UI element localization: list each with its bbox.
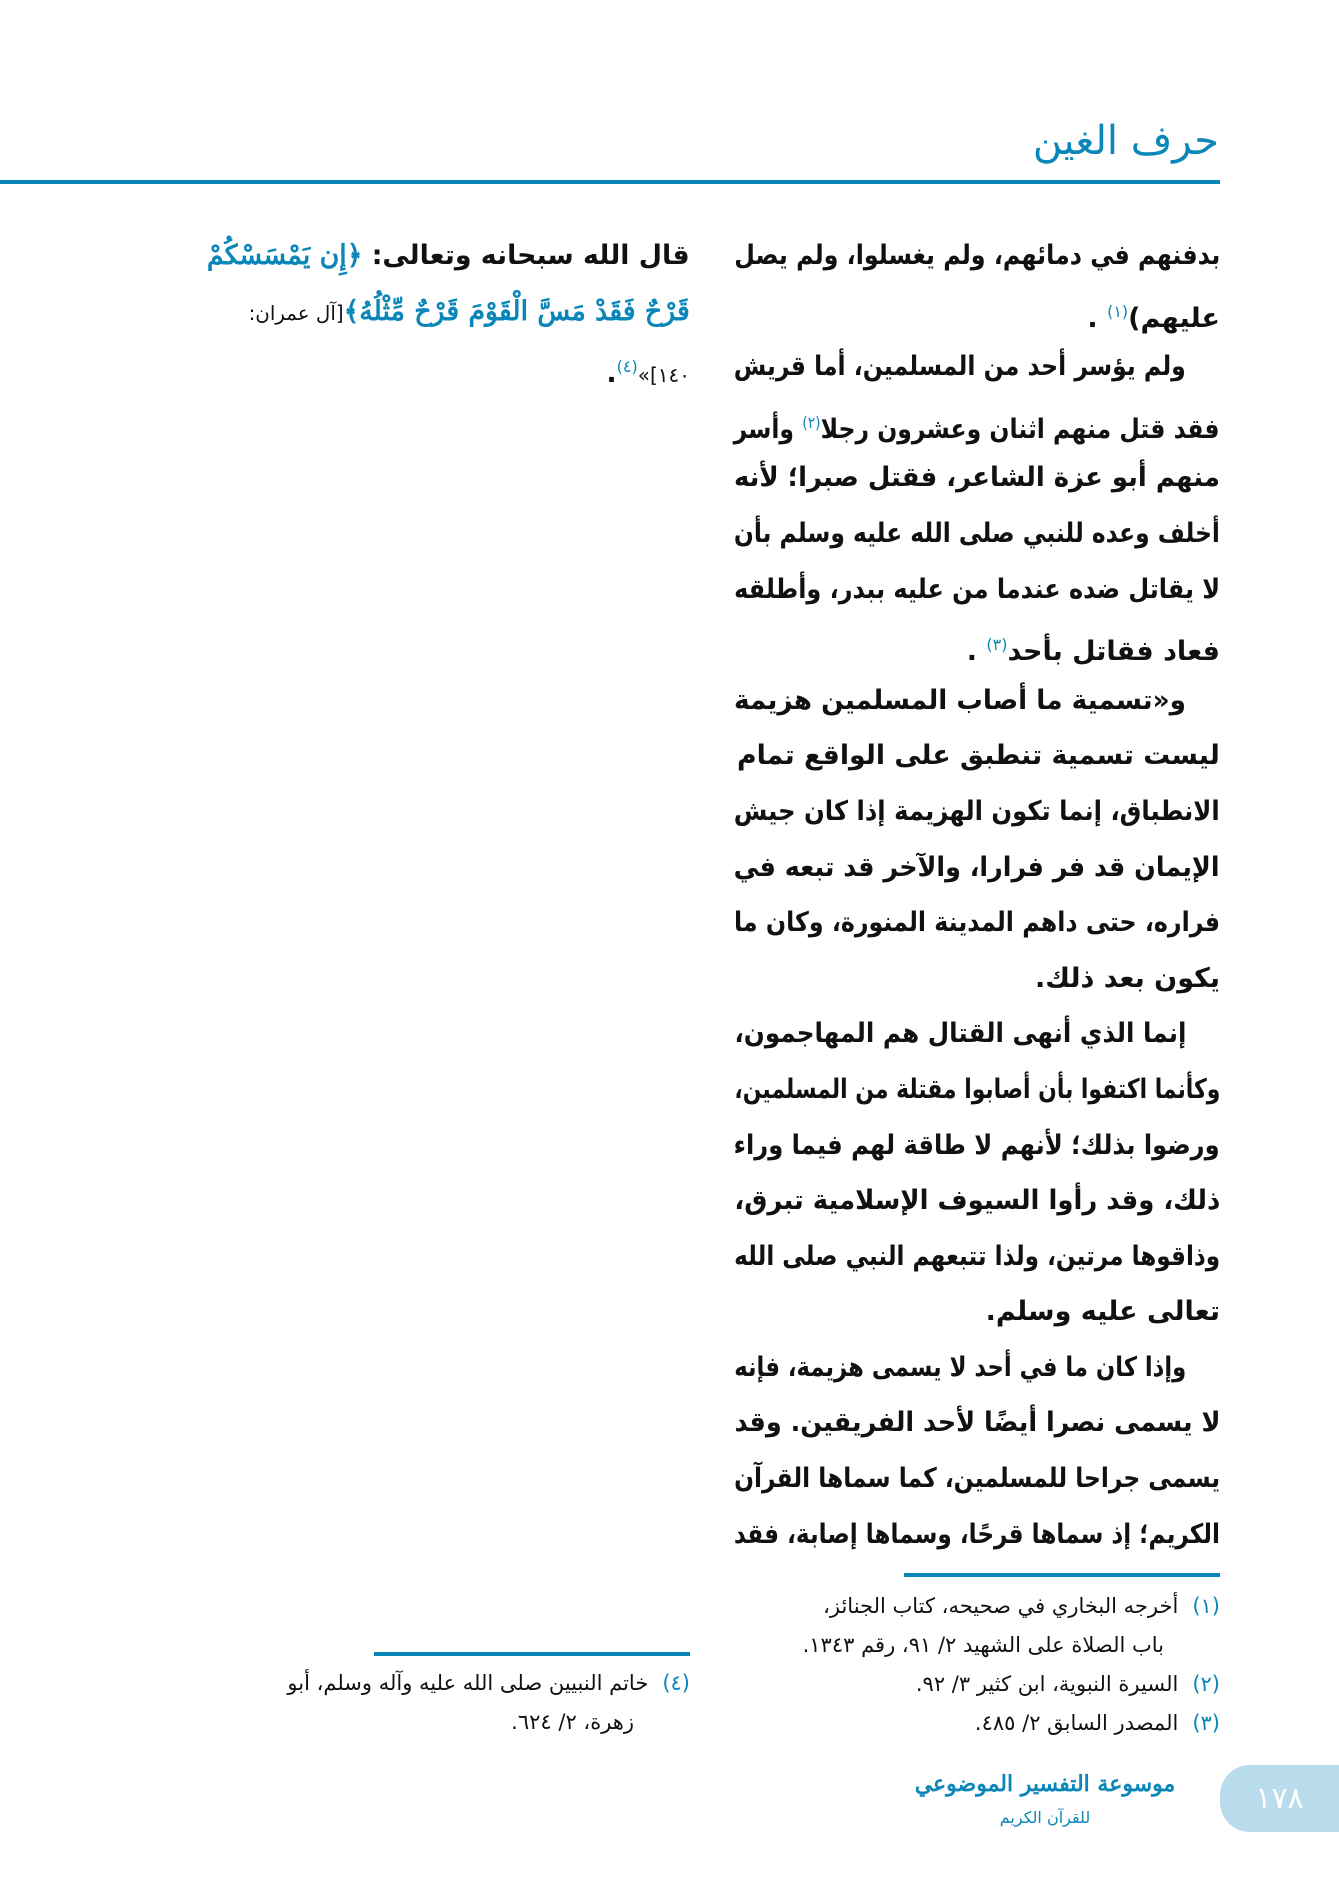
text-line: [730, 1507, 1220, 1563]
text-line: [730, 284, 1220, 340]
quran-verse: ﴿إِن يَمْسَسْكُمْ: [207, 240, 363, 271]
logo-subtitle-box: [890, 1806, 1200, 1830]
text-line: [730, 1284, 1220, 1340]
right-text-column: [730, 228, 1220, 1562]
text-line-content: [734, 1229, 1220, 1285]
text-segment: ولم يؤسر أحد من المسلمين، أما قريش: [734, 351, 1186, 383]
text-line-content: [734, 1340, 1186, 1396]
text-segment: وذاقوها مرتين، ولذا تتبعهم النبي صلى الله: [734, 1240, 1220, 1272]
text-line: [730, 1118, 1220, 1174]
chapter-title: حرف الغين: [1032, 118, 1219, 164]
text-line: [730, 951, 1220, 1007]
text-line: [195, 339, 690, 395]
text-segment: منهم أبو عزة الشاعر، فقتل صبرا؛ لأنه: [734, 462, 1220, 494]
text-segment: وكأنما اكتفوا بأن أصابوا مقتلة من المسلمين،: [734, 1073, 1220, 1105]
footnote-line: [287, 1703, 690, 1742]
text-line-content: [734, 1118, 1220, 1174]
text-segment: ليست تسمية تنطبق على الواقع تمام: [737, 740, 1220, 772]
footnote-number: (٤): [662, 1671, 690, 1695]
footnote-line: [803, 1665, 1220, 1704]
text-segment: الكريم؛ إذ سماها قرحًا، وسماها إصابة، فقد: [734, 1518, 1220, 1550]
text-segment: عليهم): [1128, 302, 1220, 334]
footnote-text: خاتم النبيين صلى الله عليه وآله وسلم، أبو: [287, 1671, 649, 1695]
text-segment: فراره، حتى داهم المدينة المنورة، وكان ما: [734, 907, 1220, 939]
text-line: [730, 450, 1220, 506]
footnote-number: (٢): [1192, 1672, 1220, 1696]
text-line: [195, 228, 690, 284]
page-number-badge: ١٧٨: [1220, 1765, 1339, 1832]
left-text-column: [195, 228, 690, 395]
logo-title: موسوعة التفسير الموضوعي: [914, 1771, 1176, 1797]
logo-title-box: [890, 1762, 1200, 1806]
text-line-content: [734, 1062, 1220, 1118]
text-line: [195, 284, 690, 340]
footnote-divider-left: [374, 1652, 690, 1656]
text-segment: يسمى جراحا للمسلمين، كما سماها القرآن: [734, 1463, 1220, 1495]
text-segment: أخلف وعده للنبي صلى الله عليه وسلم بأن: [734, 517, 1220, 549]
text-line-content: [207, 228, 690, 284]
text-line: [730, 728, 1220, 784]
text-segment: لا يقاتل ضده عندما من عليه ببدر، وأطلقه: [734, 573, 1220, 605]
footnote-text: زهرة، ٢/ ٦٢٤.: [511, 1710, 634, 1734]
text-line: [730, 506, 1220, 562]
text-line-content: [734, 395, 1220, 458]
text-line-content: [734, 1451, 1220, 1507]
text-line: [730, 1395, 1220, 1451]
text-line: [730, 395, 1220, 451]
text-segment: بدفنهم في دمائهم، ولم يغسلوا، ولم يصل: [734, 240, 1220, 271]
text-segment: لا يسمى نصرا أيضًا لأحد الفريقين. وقد: [734, 1407, 1220, 1439]
text-segment: وإذا كان ما في أحد لا يسمى هزيمة، فإنه: [734, 1351, 1186, 1383]
text-line-content: [734, 562, 1220, 618]
text-line-content: [734, 840, 1220, 896]
text-segment: وأسر: [734, 413, 803, 445]
footnote-text: السيرة النبوية، ابن كثير ٣/ ٩٢.: [915, 1672, 1179, 1696]
text-segment: تعالى عليه وسلم.: [985, 1296, 1220, 1328]
text-segment: و«تسمية ما أصاب المسلمين هزيمة: [734, 684, 1186, 716]
footnote-number: (٣): [1192, 1711, 1220, 1735]
text-line-content: [734, 450, 1220, 506]
footnote-line: [803, 1626, 1220, 1665]
text-segment: قال الله سبحانه وتعالى:: [362, 240, 690, 271]
footnote-text: أخرجه البخاري في صحيحه، كتاب الجنائز،: [823, 1594, 1179, 1618]
text-line: [730, 673, 1220, 729]
text-segment: الانطباق، إنما تكون الهزيمة إذا كان جيش: [734, 795, 1220, 827]
text-line-content: [734, 506, 1220, 562]
text-line: [730, 1062, 1220, 1118]
text-line-content: [734, 228, 1220, 284]
footnote-marker: (١): [1107, 301, 1129, 321]
footnotes-left: [287, 1664, 690, 1742]
footnote-marker: (٤): [616, 357, 638, 377]
text-line-content: [249, 284, 690, 342]
text-line: [730, 895, 1220, 951]
text-segment: الإيمان قد فر فرارا، والآخر قد تبعه في: [734, 851, 1220, 883]
text-line: [730, 1229, 1220, 1285]
footnote-marker: (٢): [802, 412, 822, 432]
text-line-content: [1035, 963, 1220, 994]
text-line: [730, 228, 1220, 284]
text-line: [730, 1340, 1220, 1396]
text-line: [730, 1006, 1220, 1062]
text-line-content: [734, 1395, 1220, 1451]
text-line-content: [734, 673, 1186, 729]
text-line: [730, 1173, 1220, 1229]
text-segment: إنما الذي أنهى القتال هم المهاجمون،: [734, 1018, 1186, 1050]
text-line-content: [734, 1173, 1220, 1229]
text-line: [730, 562, 1220, 618]
text-segment: ورضوا بذلك؛ لأنهم لا طاقة لهم فيما وراء: [734, 1129, 1220, 1161]
text-line-content: [1087, 303, 1220, 334]
text-line: [730, 1451, 1220, 1507]
text-segment: يكون بعد ذلك.: [1035, 962, 1220, 994]
text-line: [730, 840, 1220, 896]
text-line-content: [606, 358, 690, 389]
text-line-content: [986, 1296, 1220, 1327]
verse-reference: [آل عمران:: [248, 300, 344, 325]
text-line: [730, 339, 1220, 395]
footnote-line: [803, 1704, 1220, 1743]
encyclopedia-logo: [890, 1762, 1200, 1840]
text-line-content: [967, 636, 1220, 667]
text-line-content: [734, 1006, 1186, 1062]
text-line-content: [734, 784, 1220, 840]
text-line-content: [734, 339, 1186, 395]
text-line-content: [734, 1507, 1220, 1563]
footnotes-right: [803, 1587, 1220, 1743]
text-line: [730, 784, 1220, 840]
footnote-text: المصدر السابق ٢/ ٤٨٥.: [974, 1711, 1179, 1735]
footnote-divider-right: [904, 1573, 1220, 1577]
text-segment: فعاد فقاتل بأحد: [1007, 636, 1220, 668]
footnote-text: باب الصلاة على الشهيد ٢/ ٩١، رقم ١٣٤٣.: [802, 1633, 1164, 1657]
footnote-line: [803, 1587, 1220, 1626]
text-segment: فقد قتل منهم اثنان وعشرون رجلا: [821, 413, 1220, 445]
text-segment: .: [966, 636, 987, 668]
footnote-number: (١): [1192, 1594, 1220, 1618]
logo-subtitle: للقرآن الكريم: [999, 1808, 1091, 1827]
footnote-marker: (٣): [986, 635, 1008, 655]
quran-verse: قَرْحٌ فَقَدْ مَسَّ الْقَوْمَ قَرْحٌ مِّثْلُهُ﴾: [343, 295, 690, 327]
text-segment: .: [1087, 302, 1108, 334]
verse-reference: ١٤٠]»: [637, 363, 690, 388]
header-divider: [0, 180, 1220, 184]
text-line-content: [734, 895, 1220, 951]
text-line: [730, 617, 1220, 673]
text-segment: .: [606, 358, 617, 390]
text-line-content: [737, 728, 1220, 784]
text-segment: ذلك، وقد رأوا السيوف الإسلامية تبرق،: [734, 1185, 1220, 1217]
footnote-line: [287, 1664, 690, 1703]
